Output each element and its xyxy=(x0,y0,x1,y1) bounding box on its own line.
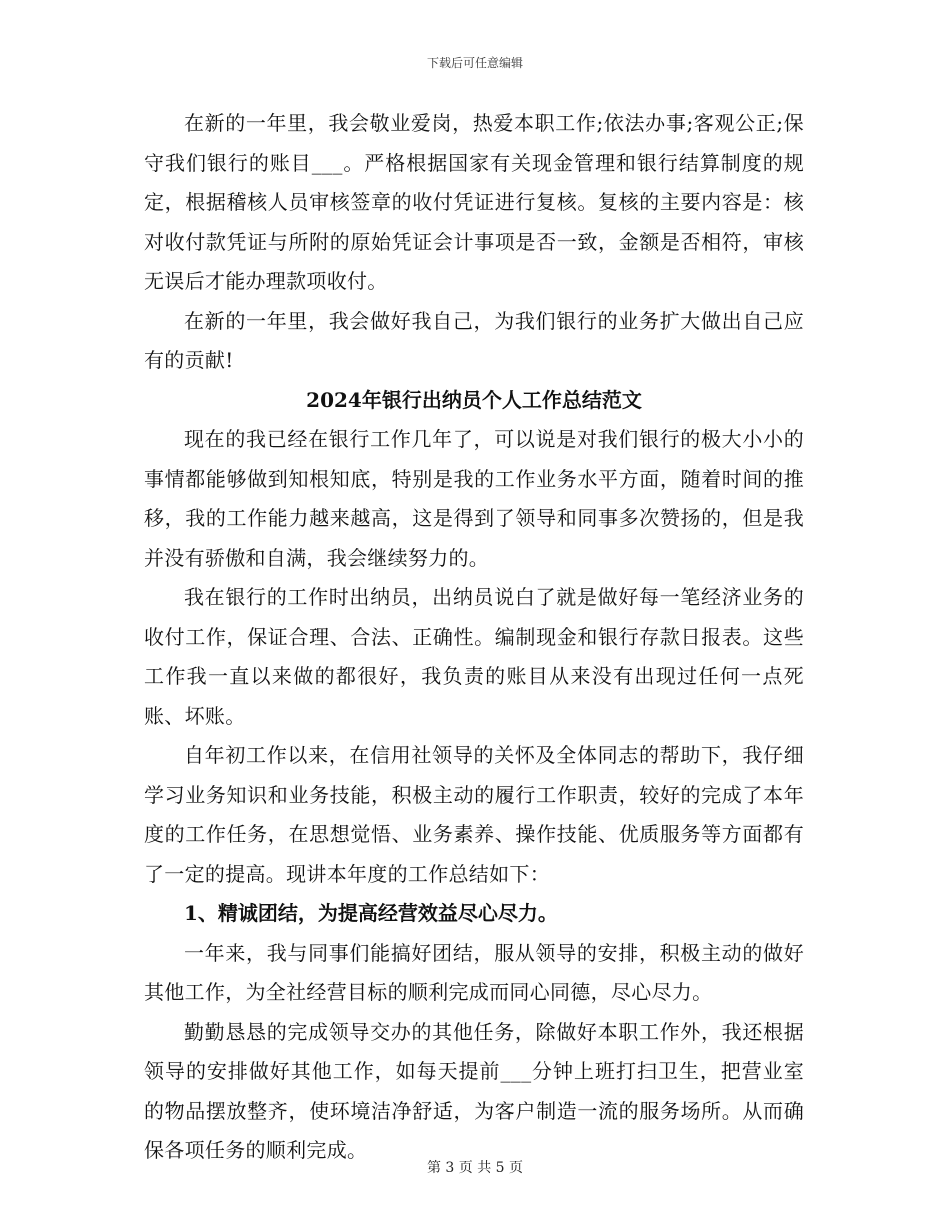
paragraph-year-summary: 自年初工作以来，在信用社领导的关怀及全体同志的帮助下，我仔细学习业务知识和业务技能，积极主动的履行工作职责，较好的完成了本年度的工作任务，在思想觉悟、业务素养、操作技能、优质服务等方面都有了一定的提高。现讲本年度的工作总结如下： xyxy=(144,743,804,886)
article-title: 2024年银行出纳员个人工作总结范文 xyxy=(306,387,642,412)
page-footer: 第 3 页 共 5 页 xyxy=(426,1160,524,1176)
paragraph-new-year-duties: 在新的一年里，我会敬业爱岗，热爱本职工作;依法办事;客观公正;保守我们银行的账目___。严格根据国家有关现金管理和银行结算制度的规定，根据稽核人员审核签章的收付凭证进行复核。复核的主要内容是：核对收付款凭证与所附的原始凭证会计事项是否一致，金额是否相符，审核无误后才能办理款项收付。 xyxy=(144,111,804,293)
paragraph-cashier-role: 我在银行的工作时出纳员，出纳员说白了就是做好每一笔经济业务的收付工作，保证合理、合法、正确性。编制现金和银行存款日报表。这些工作我一直以来做的都很好，我负责的账目从来没有出现过任何一点死账、坏账。 xyxy=(144,585,804,728)
document-body xyxy=(144,104,804,1171)
paragraph-extra-tasks: 勤勤恳恳的完成领导交办的其他任务，除做好本职工作外，我还根据领导的安排做好其他工作，如每天提前___分钟上班打扫卫生，把营业室的物品摆放整齐，使环境洁净舒适，为客户制造一流的服务场所。从而确保各项任务的顺利完成。 xyxy=(144,1019,804,1162)
paragraph-new-year-contribution: 在新的一年里，我会做好我自己，为我们银行的业务扩大做出自己应有的贡献! xyxy=(144,308,804,372)
paragraph-experience: 现在的我已经在银行工作几年了，可以说是对我们银行的极大小小的事情都能够做到知根知底，特别是我的工作业务水平方面，随着时间的推移，我的工作能力越来越高，这是得到了领导和同事多次赞扬的，但是我并没有骄傲和自满，我会继续努力的。 xyxy=(144,427,804,570)
paragraph-teamwork: 一年来，我与同事们能搞好团结，服从领导的安排，积极主动的做好其他工作，为全社经营目标的顺利完成而同心同德，尽心尽力。 xyxy=(144,940,804,1004)
page-header: 下载后可任意编辑 xyxy=(426,56,523,70)
section-heading: 1、精诚团结，为提高经营效益尽心尽力。 xyxy=(184,901,558,925)
